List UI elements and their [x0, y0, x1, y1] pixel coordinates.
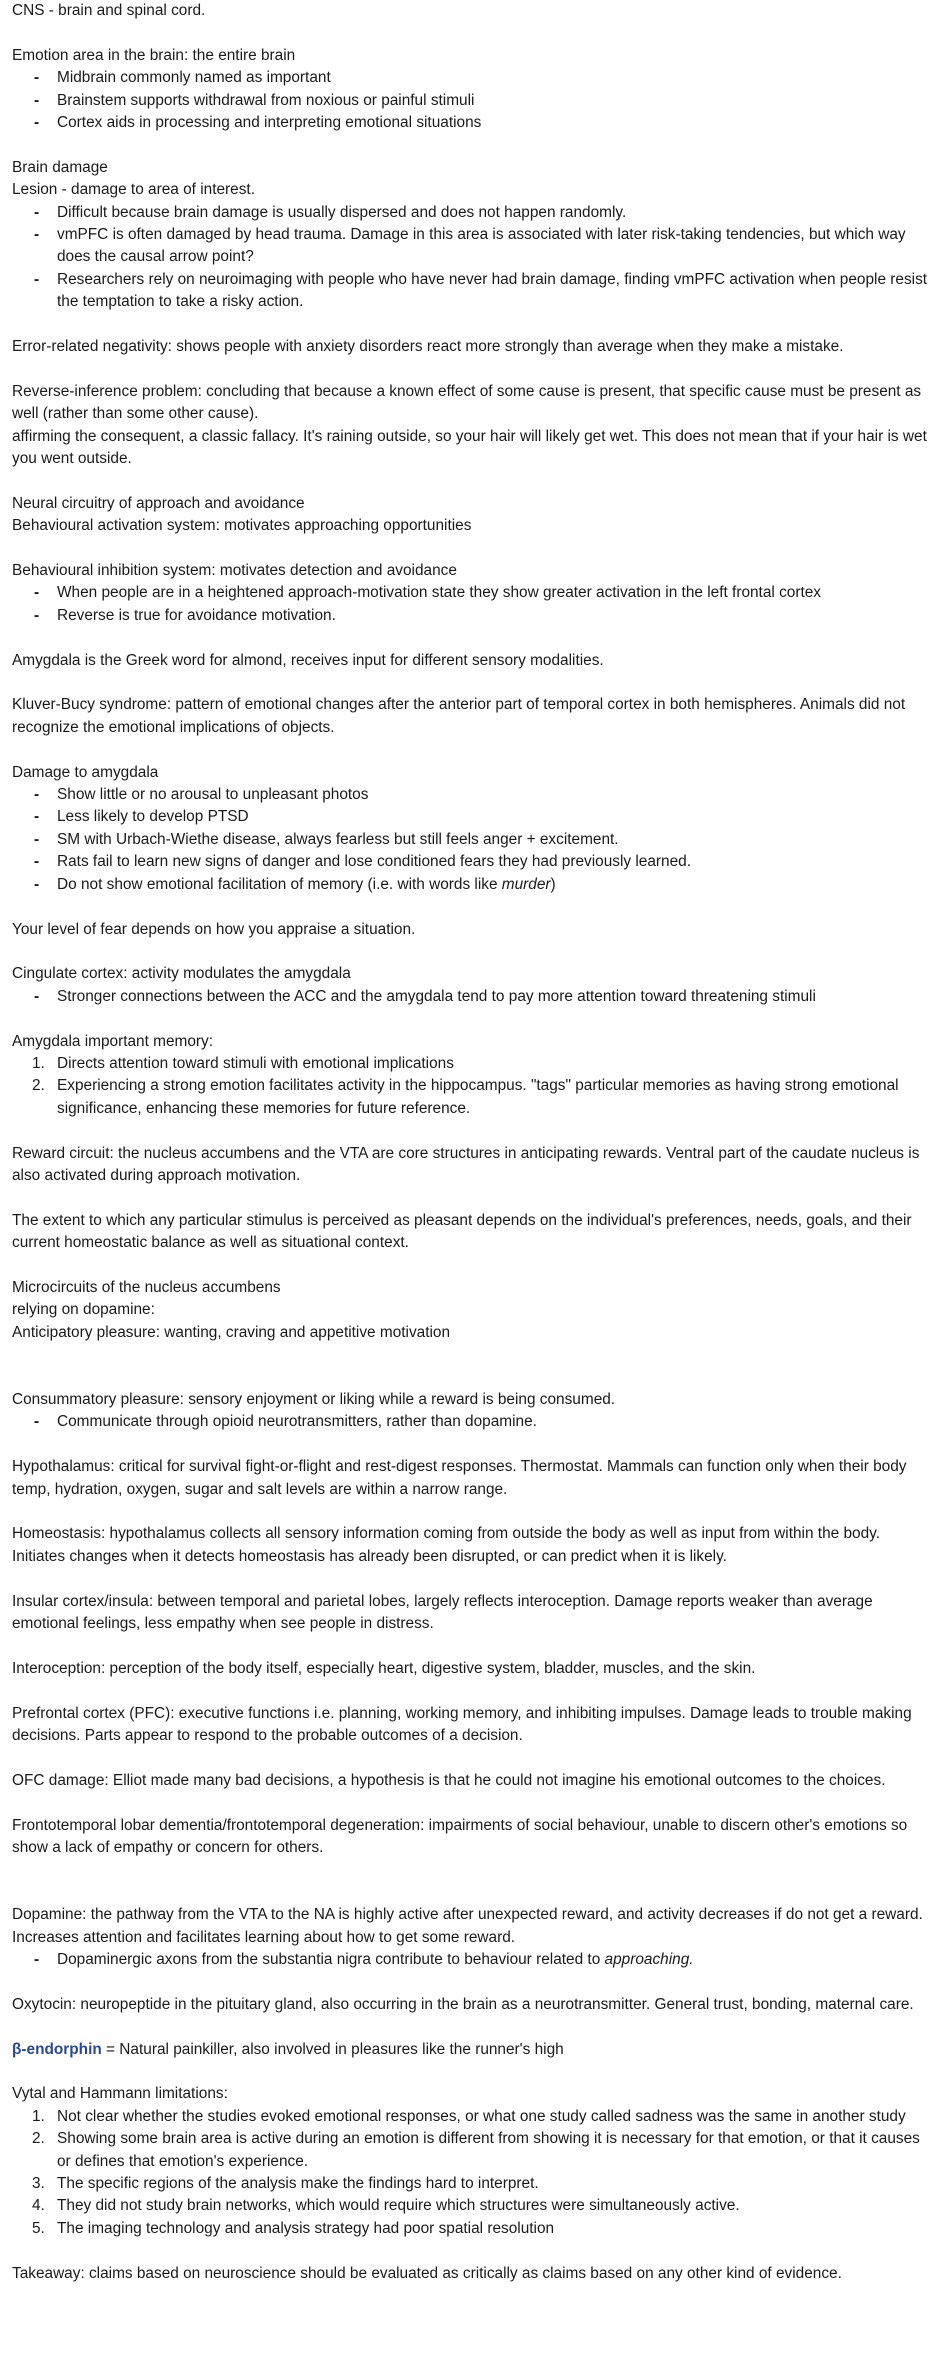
homeostasis-paragraph: Homeostasis: hypothalamus collects all sensory information coming from outside the body as well as input from within the body. Initiates changes when it detects homeostasis has already been disrupted, or can predict when it is likely. [12, 1525, 880, 1565]
list-item: - Show little or no arousal to unpleasant photos [12, 784, 935, 806]
item-text: They did not study brain networks, which would require which structures were simultaneously active. [57, 2197, 740, 2215]
item-number: 2. [32, 2130, 45, 2148]
list-item: - vmPFC is often damaged by head trauma. Damage in this area is associated with later risk-taking tendencies, but which way does the causal arrow point? [12, 224, 935, 269]
reward-circuit-paragraph: Reward circuit: the nucleus accumbens and the VTA are core structures in anticipating rewards. Ventral part of the caudate nucleus is also activated during approach motivation. [12, 1144, 920, 1184]
item-italic-word: approaching. [604, 1950, 694, 1968]
list-item [12, 2106, 935, 2128]
affirming-consequent-paragraph: affirming the consequent, a classic fallacy. It's raining outside, so your hair will likely get wet. This does not mean that if your hair is wet you went outside. [12, 427, 927, 468]
dopamine-paragraph: Dopamine: the pathway from the VTA to the NA is highly active after unexpected reward, and activity decreases if do not get a reward. Increases attention and facilitates learning about how to get some reward. [12, 1906, 923, 1946]
cingulate-list [12, 986, 935, 1008]
brain-damage-list [12, 202, 935, 314]
item-text: The specific regions of the analysis make the findings hard to interpret. [57, 2174, 539, 2192]
dopamine-reliance-line: relying on dopamine: [12, 1301, 155, 1319]
item-italic-word: murder [501, 875, 551, 893]
item-text: Do not show emotional facilitation of memory (i.e. with words like [57, 875, 502, 893]
endorphin-term: β-endorphin [12, 2040, 102, 2058]
damage-amygdala-list [12, 784, 935, 896]
cingulate-heading: Cingulate cortex: activity modulates the amygdala [12, 965, 351, 983]
amygdala-definition: Amygdala is the Greek word for almond, receives input for different sensory modalities. [12, 651, 604, 669]
fear-appraise-line: Your level of fear depends on how you appraise a situation. [12, 920, 416, 938]
item-number: 3. [32, 2174, 45, 2192]
item-text: Directs attention toward stimuli with emotional implications [57, 1054, 454, 1072]
consummatory-list [12, 1411, 935, 1433]
bis-list [12, 582, 935, 627]
list-item: - Communicate through opioid neurotransmitters, rather than dopamine. [12, 1411, 935, 1433]
anticipatory-pleasure-line: Anticipatory pleasure: wanting, craving and appetitive motivation [12, 1323, 451, 1341]
list-item: - Researchers rely on neuroimaging with people who have never had brain damage, finding vmPFC activation when people resist the temptation to take a risky action. [12, 269, 935, 314]
ofc-paragraph: OFC damage: Elliot made many bad decisions, a hypothesis is that he could not imagine his emotional outcomes to the choices. [12, 1771, 886, 1789]
item-text: Not clear whether the studies evoked emotional responses, or what one study called sadness was the same in another study [57, 2107, 906, 2125]
item-text-suffix: ) [550, 875, 556, 893]
list-item: - Cortex aids in processing and interpreting emotional situations [12, 112, 935, 134]
cns-line: CNS - brain and spinal cord. [12, 2, 206, 19]
interoception-paragraph: Interoception: perception of the body itself, especially heart, digestive system, bladder, muscles, and the skin. [12, 1659, 756, 1677]
endorphin-line [12, 2039, 935, 2061]
bis-heading: Behavioural inhibition system: motivates detection and avoidance [12, 562, 457, 580]
ern-paragraph: Error-related negativity: shows people with anxiety disorders react more strongly than average when they make a mistake. [12, 338, 844, 356]
list-item [12, 2195, 935, 2217]
emotion-area-list [12, 67, 935, 134]
item-number: 1. [32, 2107, 45, 2125]
ftd-paragraph: Frontotemporal lobar dementia/frontotemporal degeneration: impairments of social behaviour, unable to discern other's emotions so show a lack of empathy or concern for others. [12, 1816, 908, 1856]
takeaway-paragraph: Takeaway: claims based on neuroscience should be evaluated as critically as claims based on any other kind of evidence. [12, 2264, 842, 2282]
pleasant-extent-paragraph: The extent to which any particular stimulus is perceived as pleasant depends on the individual's preferences, needs, goals, and their current homeostatic balance as well as situational context. [12, 1211, 912, 1252]
pfc-paragraph: Prefrontal cortex (PFC): executive functions i.e. planning, working memory, and inhibiting impulses. Damage leads to trouble making decisions. Parts appear to respond to the probable outcomes of a decision. [12, 1704, 912, 1744]
insular-paragraph: Insular cortex/insula: between temporal and parietal lobes, largely reflects interoception. Damage reports weaker than average emotional feelings, less empathy when see people in distress. [12, 1592, 873, 1632]
lesion-line: Lesion - damage to area of interest. [12, 181, 255, 199]
microcircuits-heading: Microcircuits of the nucleus accumbens [12, 1278, 281, 1296]
list-item: - Brainstem supports withdrawal from noxious or painful stimuli [12, 90, 935, 112]
consummatory-heading: Consummatory pleasure: sensory enjoyment or liking while a reward is being consumed. [12, 1390, 616, 1408]
item-text: Dopaminergic axons from the substantia nigra contribute to behaviour related to [57, 1950, 605, 1968]
list-item: - Difficult because brain damage is usually dispersed and does not happen randomly. [12, 202, 935, 224]
brain-damage-heading: Brain damage [12, 158, 108, 176]
list-item [12, 2218, 935, 2240]
item-text: Experiencing a strong emotion facilitates activity in the hippocampus. "tags" particular memories as having strong emotional significance, enhancing these memories for future reference. [57, 1077, 899, 1117]
list-item: - SM with Urbach-Wiethe disease, always fearless but still feels anger + excitement. [12, 829, 935, 851]
list-item [12, 1075, 935, 1120]
limitations-heading: Vytal and Hammann limitations: [12, 2085, 228, 2103]
item-number: 2. [32, 1077, 45, 1095]
dopamine-list [12, 1949, 935, 1971]
amygdala-memory-list [12, 1053, 935, 1120]
neural-circuitry-heading: Neural circuitry of approach and avoidance [12, 494, 305, 512]
emotion-area-heading: Emotion area in the brain: the entire brain [12, 46, 296, 64]
oxytocin-paragraph: Oxytocin: neuropeptide in the pituitary gland, also occurring in the brain as a neurotransmitter. General trust, bonding, maternal care. [12, 1995, 914, 2013]
kluver-bucy-paragraph: Kluver-Bucy syndrome: pattern of emotional changes after the anterior part of temporal cortex in both hemispheres. Animals did not recognize the emotional implications of objects. [12, 696, 906, 736]
item-number: 1. [32, 1054, 45, 1072]
amygdala-memory-heading: Amygdala important memory: [12, 1032, 214, 1050]
list-item [12, 2173, 935, 2195]
reverse-inference-paragraph: Reverse-inference problem: concluding that because a known effect of some cause is present, that specific cause must be present as well (rather than some other cause). [12, 382, 922, 423]
item-text: Showing some brain area is active during an emotion is different from showing it is necessary for that emotion, or that it causes or defines that emotion's experience. [57, 2130, 920, 2170]
hypothalamus-paragraph: Hypothalamus: critical for survival fight-or-flight and rest-digest responses. Thermostat. Mammals can function only when their body temp, hydration, oxygen, sugar and salt levels are within a narrow range. [12, 1458, 907, 1498]
endorphin-definition: = Natural painkiller, also involved in pleasures like the runner's high [101, 2040, 564, 2058]
list-item [12, 2128, 935, 2173]
damage-amygdala-heading: Damage to amygdala [12, 763, 159, 781]
item-text: The imaging technology and analysis strategy had poor spatial resolution [57, 2219, 555, 2237]
list-item [12, 1949, 935, 1971]
limitations-list [12, 2106, 935, 2240]
bas-line: Behavioural activation system: motivates approaching opportunities [12, 517, 472, 535]
list-item: - Less likely to develop PTSD [12, 806, 935, 828]
item-number: 5. [32, 2219, 45, 2237]
item-number: 4. [32, 2197, 45, 2215]
list-item: - Stronger connections between the ACC and the amygdala tend to pay more attention toward threatening stimuli [12, 986, 935, 1008]
list-item: - Rats fail to learn new signs of danger and lose conditioned fears they had previously learned. [12, 851, 935, 873]
list-item: - When people are in a heightened approach-motivation state they show greater activation in the left frontal cortex [12, 582, 935, 604]
list-item: - Reverse is true for avoidance motivation. [12, 605, 935, 627]
list-item [12, 1053, 935, 1075]
list-item [12, 874, 935, 896]
list-item: - Midbrain commonly named as important [12, 67, 935, 89]
